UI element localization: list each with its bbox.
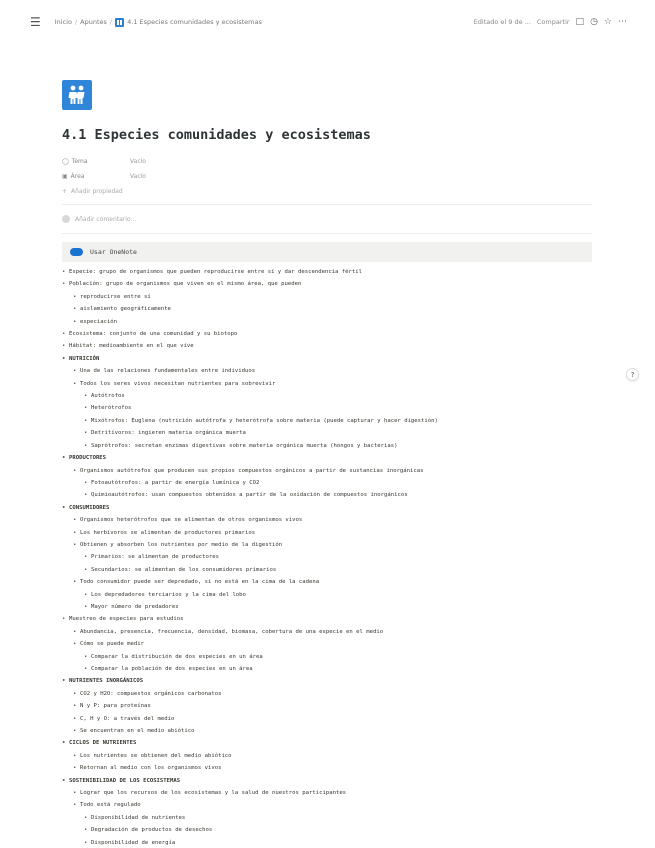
bullet-item[interactable]: • Autótrofos	[84, 390, 592, 402]
bullet-item[interactable]: • Abundancia, presencia, frecuencia, densidad, biomasa, cobertura de una especie en el medio	[73, 626, 592, 638]
bullet-item[interactable]: • Población: grupo de organismos que viven en el mismo área, que pueden	[62, 278, 592, 290]
page-content	[62, 80, 592, 848]
bullet-item[interactable]: • reproducirse entre sí	[73, 291, 592, 303]
bullet-item[interactable]: • Organismos heterótrofos que se alimentan de otros organismos vivos	[73, 514, 592, 526]
bullet-item[interactable]: • C, H y O: a través del medio	[73, 713, 592, 725]
bullet-item[interactable]: • Mayor número de predadores	[84, 601, 592, 613]
bullet-item[interactable]: • Muestreo de especies para estudios	[62, 613, 592, 625]
breadcrumb-item[interactable]: Inicio	[54, 18, 72, 26]
divider	[62, 204, 592, 205]
bullet-item[interactable]: • Detritívoros: ingieren materia orgánica muerta	[84, 427, 592, 439]
topic-icon: ◯	[62, 158, 69, 165]
property-row[interactable]	[62, 154, 592, 169]
bullet-item[interactable]: • Los nutrientes se obtienen del medio abiótico	[73, 750, 592, 762]
breadcrumb-separator: /	[109, 18, 113, 26]
divider	[62, 233, 592, 234]
property-key: ◯ Tema	[62, 158, 88, 165]
bullet-item[interactable]: • Mixótrofos: Euglena (nutrición autótrofa y heterótrofa sobre materia (puede capturar y hacer digestión)	[84, 415, 592, 427]
bullet-item[interactable]: • Lograr que los recursos de los ecosistemas y la salud de nuestros participantes	[73, 787, 592, 799]
bullet-item[interactable]: • Los depredadores terciarios y la cima del lobo	[84, 589, 592, 601]
bullet-item[interactable]: • Todo está regulado	[73, 799, 592, 811]
bullet-item[interactable]: • N y P: para proteínas	[73, 700, 592, 712]
bullet-item[interactable]: • Cómo se puede medir	[73, 638, 592, 650]
bullet-item[interactable]: • SOSTENIBILIDAD DE LOS ECOSISTEMAS	[62, 775, 592, 787]
avatar	[62, 215, 70, 223]
bullet-item[interactable]: • Saprótrofos: secretan enzimas digestivas sobre materia orgánica muerta (hongos y bacterias)	[84, 440, 592, 452]
bullet-item[interactable]: • Degradación de productos de desechos	[84, 824, 592, 836]
bullet-item[interactable]: • Heterótrofos	[84, 402, 592, 414]
bullet-item[interactable]: • NUTRICIÓN	[62, 353, 592, 365]
properties	[62, 154, 592, 198]
property-key: ▣ Área	[62, 173, 85, 180]
bullet-item[interactable]: • aislamiento geográficamente	[73, 303, 592, 315]
updates-icon[interactable]: ◷	[590, 17, 598, 27]
page-icon-small	[115, 18, 124, 27]
top-actions	[474, 17, 627, 27]
cloud-icon	[70, 248, 83, 256]
bullet-item[interactable]: • Disponibilidad de energía	[84, 837, 592, 848]
bullet-item[interactable]: • Secundarios: se alimentan de los consumidores primarios	[84, 564, 592, 576]
bullet-list	[62, 266, 592, 848]
bullet-item[interactable]: • Comparar la distribución de dos especies en un área	[84, 651, 592, 663]
bullet-item[interactable]: • Todo consumidor puede ser depredado, si no está en la cima de la cadena	[73, 576, 592, 588]
menu-icon[interactable]: ☰	[30, 15, 41, 29]
plus-icon: +	[62, 187, 68, 195]
bullet-item[interactable]: • especiación	[73, 316, 592, 328]
bullet-item[interactable]: • CICLOS DE NUTRIENTES	[62, 737, 592, 749]
bullet-item[interactable]: • Una de las relaciones fundamentales entre individuos	[73, 365, 592, 377]
bullet-item[interactable]: • Los herbívoros se alimentan de productores primarios	[73, 527, 592, 539]
children-icon[interactable]	[62, 80, 92, 110]
bullet-item[interactable]: • Quimioautótrofos: usan compuestos obtenidos a partir de la oxidación de compuestos inorgánicos	[84, 489, 592, 501]
onenote-callout[interactable]: Usar OneNote	[62, 242, 592, 262]
edited-timestamp: Editado el 9 de ...	[473, 18, 531, 26]
bullet-item[interactable]: • Obtienen y absorben los nutrientes por medio de la digestión	[73, 539, 592, 551]
property-value[interactable]: Vacío	[130, 173, 146, 180]
bullet-item[interactable]: • NUTRIENTES INORGÁNICOS	[62, 675, 592, 687]
bullet-item[interactable]: • Comparar la población de dos especies en un área	[84, 663, 592, 675]
page-title[interactable]: 4.1 Especies comunidades y ecosistemas	[62, 127, 371, 143]
bullet-item[interactable]: • PRODUCTORES	[62, 452, 592, 464]
property-value[interactable]: Vacío	[130, 158, 146, 165]
star-icon[interactable]: ☆	[603, 17, 612, 27]
bullet-item[interactable]: • Disponibilidad de nutrientes	[84, 812, 592, 824]
add-property-button[interactable]: + Añadir propiedad	[62, 187, 123, 195]
share-button[interactable]: Compartir	[536, 18, 570, 26]
comments-icon[interactable]: □	[575, 17, 585, 27]
bullet-item[interactable]: • Se encuentran en el medio abiótico	[73, 725, 592, 737]
top-bar	[0, 0, 655, 44]
bullet-item[interactable]: • Hábitat: medioambiente en el que vive	[62, 340, 592, 352]
more-icon[interactable]: ⋯	[618, 17, 627, 27]
breadcrumb-item[interactable]: 4.1 Especies comunidades y ecosistemas	[127, 18, 262, 26]
breadcrumb-item[interactable]: Apuntes	[80, 18, 107, 26]
bullet-item[interactable]: • Primarios: se alimentan de productores	[84, 551, 592, 563]
bullet-item[interactable]: • Especie: grupo de organismos que pueden reproducirse entre sí y dar descendencia fértil	[62, 266, 592, 278]
breadcrumb-separator: /	[74, 18, 78, 26]
area-icon: ▣	[62, 173, 68, 180]
bullet-item[interactable]: • Ecosistema: conjunto de una comunidad y su biotopo	[62, 328, 592, 340]
bullet-item[interactable]: • Todos los seres vivos necesitan nutrientes para sobrevivir	[73, 378, 592, 390]
bullet-item[interactable]: • Retornan al medio con los organismos vivos	[73, 762, 592, 774]
bullet-item[interactable]: • Organismos autótrofos que producen sus propios compuestos orgánicos a partir de sustancias inorgánicas	[73, 465, 592, 477]
bullet-item[interactable]: • Fotoautótrofos: a partir de energía lumínica y CO2	[84, 477, 592, 489]
bullet-item[interactable]: • CO2 y H2O: compuestos orgánicos carbonatos	[73, 688, 592, 700]
property-row[interactable]	[62, 169, 592, 184]
bullet-item[interactable]: • CONSUMIDORES	[62, 502, 592, 514]
help-button[interactable]: ?	[626, 368, 639, 381]
add-comment[interactable]: Añadir comentario...	[62, 211, 592, 227]
breadcrumb	[55, 18, 262, 27]
